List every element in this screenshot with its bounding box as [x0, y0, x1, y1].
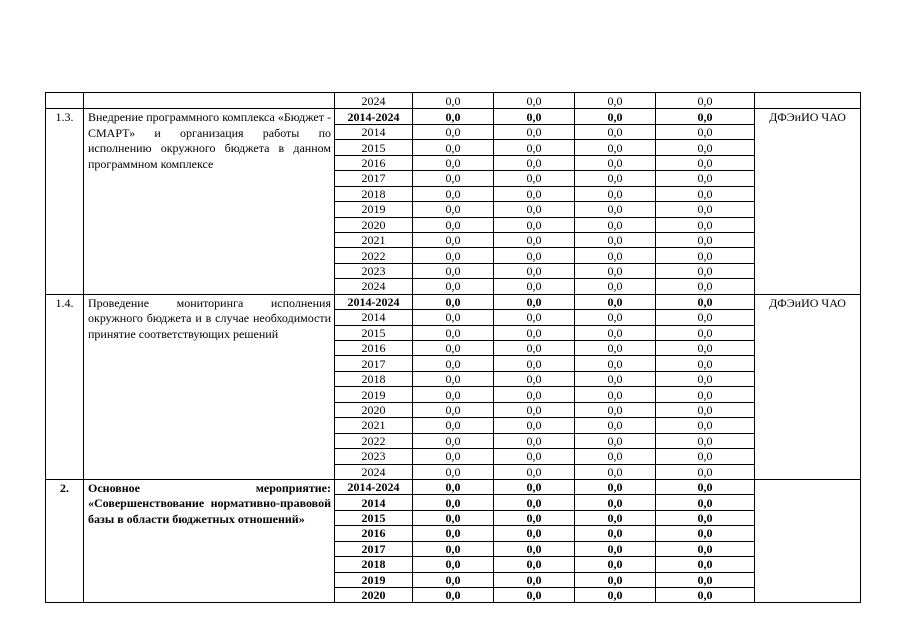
value-cell: 0,0 — [656, 294, 755, 309]
responsible-cell — [755, 93, 861, 109]
value-cell: 0,0 — [575, 263, 656, 278]
value-cell: 0,0 — [494, 140, 575, 155]
value-cell: 0,0 — [575, 402, 656, 417]
value-cell: 0,0 — [413, 418, 494, 433]
year-cell: 2017 — [335, 171, 413, 186]
value-cell: 0,0 — [575, 171, 656, 186]
value-cell: 0,0 — [413, 371, 494, 386]
value-cell: 0,0 — [575, 464, 656, 479]
value-cell: 0,0 — [656, 572, 755, 587]
value-cell: 0,0 — [413, 541, 494, 556]
year-cell: 2017 — [335, 541, 413, 556]
value-cell: 0,0 — [413, 232, 494, 247]
value-cell: 0,0 — [656, 418, 755, 433]
value-cell: 0,0 — [494, 310, 575, 325]
value-cell: 0,0 — [494, 495, 575, 510]
year-cell: 2018 — [335, 557, 413, 572]
value-cell: 0,0 — [575, 588, 656, 603]
year-cell: 2021 — [335, 232, 413, 247]
value-cell: 0,0 — [413, 588, 494, 603]
value-cell: 0,0 — [656, 124, 755, 139]
number-cell — [46, 93, 84, 109]
value-cell: 0,0 — [413, 217, 494, 232]
value-cell: 0,0 — [656, 526, 755, 541]
value-cell: 0,0 — [656, 356, 755, 371]
section-number: 1.4. — [46, 294, 84, 479]
value-cell: 0,0 — [575, 433, 656, 448]
year-cell: 2020 — [335, 217, 413, 232]
value-cell: 0,0 — [575, 526, 656, 541]
value-cell: 0,0 — [413, 572, 494, 587]
value-cell: 0,0 — [413, 495, 494, 510]
budget-table — [45, 92, 861, 603]
year-cell: 2016 — [335, 341, 413, 356]
value-cell: 0,0 — [494, 510, 575, 525]
value-cell: 0,0 — [413, 155, 494, 170]
value-cell: 0,0 — [656, 541, 755, 556]
value-cell: 0,0 — [656, 171, 755, 186]
year-cell: 2024 — [335, 93, 413, 109]
value-cell: 0,0 — [413, 356, 494, 371]
value-cell: 0,0 — [494, 356, 575, 371]
value-cell: 0,0 — [575, 109, 656, 124]
value-cell: 0,0 — [575, 325, 656, 340]
value-cell: 0,0 — [494, 557, 575, 572]
value-cell: 0,0 — [656, 186, 755, 201]
table-row — [46, 109, 861, 124]
year-cell: 2015 — [335, 325, 413, 340]
value-cell: 0,0 — [413, 479, 494, 494]
value-cell: 0,0 — [575, 248, 656, 263]
value-cell: 0,0 — [494, 171, 575, 186]
value-cell: 0,0 — [656, 263, 755, 278]
value-cell: 0,0 — [575, 418, 656, 433]
value-cell: 0,0 — [494, 526, 575, 541]
value-cell: 0,0 — [656, 495, 755, 510]
value-cell: 0,0 — [413, 202, 494, 217]
year-cell: 2018 — [335, 371, 413, 386]
value-cell: 0,0 — [413, 402, 494, 417]
value-cell: 0,0 — [656, 232, 755, 247]
year-cell: 2022 — [335, 433, 413, 448]
value-cell: 0,0 — [494, 402, 575, 417]
value-cell: 0,0 — [656, 217, 755, 232]
value-cell: 0,0 — [656, 155, 755, 170]
value-cell: 0,0 — [656, 464, 755, 479]
value-cell: 0,0 — [656, 279, 755, 294]
year-cell: 2019 — [335, 572, 413, 587]
section-description: Основное мероприятие: «Совершенствование нормативно-правовой базы в области бюджетных отношений» — [84, 479, 335, 603]
year-cell: 2024 — [335, 464, 413, 479]
responsible-executor: ДФЭиИО ЧАО — [755, 294, 861, 479]
year-cell: 2014 — [335, 124, 413, 139]
year-cell: 2023 — [335, 449, 413, 464]
year-cell: 2015 — [335, 510, 413, 525]
value-cell: 0,0 — [575, 387, 656, 402]
value-cell: 0,0 — [575, 479, 656, 494]
value-cell: 0,0 — [494, 387, 575, 402]
value-cell: 0,0 — [656, 202, 755, 217]
value-cell: 0,0 — [575, 495, 656, 510]
value-cell: 0,0 — [656, 341, 755, 356]
value-cell: 0,0 — [413, 109, 494, 124]
value-cell: 0,0 — [575, 310, 656, 325]
value-cell: 0,0 — [575, 541, 656, 556]
value-cell: 0,0 — [413, 387, 494, 402]
value-cell: 0,0 — [494, 232, 575, 247]
value-cell: 0,0 — [494, 479, 575, 494]
description-cell — [84, 93, 335, 109]
value-cell: 0,0 — [575, 510, 656, 525]
value-cell: 0,0 — [656, 433, 755, 448]
year-cell: 2023 — [335, 263, 413, 278]
value-cell: 0,0 — [575, 232, 656, 247]
value-cell: 0,0 — [575, 93, 656, 109]
year-cell: 2016 — [335, 526, 413, 541]
value-cell: 0,0 — [494, 263, 575, 278]
value-cell: 0,0 — [575, 449, 656, 464]
year-cell: 2019 — [335, 387, 413, 402]
value-cell: 0,0 — [494, 93, 575, 109]
table-row — [46, 93, 861, 109]
table-row — [46, 294, 861, 309]
year-cell: 2014 — [335, 495, 413, 510]
value-cell: 0,0 — [494, 294, 575, 309]
value-cell: 0,0 — [494, 325, 575, 340]
value-cell: 0,0 — [656, 387, 755, 402]
value-cell: 0,0 — [575, 341, 656, 356]
value-cell: 0,0 — [494, 109, 575, 124]
value-cell: 0,0 — [656, 93, 755, 109]
value-cell: 0,0 — [413, 526, 494, 541]
value-cell: 0,0 — [413, 325, 494, 340]
year-cell: 2021 — [335, 418, 413, 433]
year-cell: 2015 — [335, 140, 413, 155]
value-cell: 0,0 — [656, 310, 755, 325]
value-cell: 0,0 — [413, 263, 494, 278]
value-cell: 0,0 — [413, 341, 494, 356]
year-cell: 2014-2024 — [335, 109, 413, 124]
value-cell: 0,0 — [494, 572, 575, 587]
value-cell: 0,0 — [494, 433, 575, 448]
value-cell: 0,0 — [656, 248, 755, 263]
value-cell: 0,0 — [413, 557, 494, 572]
value-cell: 0,0 — [494, 588, 575, 603]
value-cell: 0,0 — [656, 140, 755, 155]
table-row — [46, 479, 861, 494]
value-cell: 0,0 — [656, 449, 755, 464]
year-cell: 2020 — [335, 588, 413, 603]
value-cell: 0,0 — [575, 279, 656, 294]
value-cell: 0,0 — [656, 510, 755, 525]
value-cell: 0,0 — [494, 124, 575, 139]
value-cell: 0,0 — [494, 279, 575, 294]
value-cell: 0,0 — [575, 186, 656, 201]
value-cell: 0,0 — [413, 510, 494, 525]
value-cell: 0,0 — [656, 588, 755, 603]
value-cell: 0,0 — [413, 248, 494, 263]
section-description: Внедрение программного комплекса «Бюджет - СМАРТ» и организация работы по исполнению окружного бюджета в данном программном комплексе — [84, 109, 335, 294]
year-cell: 2024 — [335, 279, 413, 294]
section-number: 2. — [46, 479, 84, 603]
value-cell: 0,0 — [575, 202, 656, 217]
value-cell: 0,0 — [413, 186, 494, 201]
value-cell: 0,0 — [575, 217, 656, 232]
value-cell: 0,0 — [494, 449, 575, 464]
year-cell: 2022 — [335, 248, 413, 263]
value-cell: 0,0 — [656, 557, 755, 572]
value-cell: 0,0 — [656, 371, 755, 386]
year-cell: 2016 — [335, 155, 413, 170]
year-cell: 2018 — [335, 186, 413, 201]
value-cell: 0,0 — [575, 557, 656, 572]
value-cell: 0,0 — [413, 464, 494, 479]
year-cell: 2019 — [335, 202, 413, 217]
value-cell: 0,0 — [575, 356, 656, 371]
value-cell: 0,0 — [413, 171, 494, 186]
value-cell: 0,0 — [494, 202, 575, 217]
responsible-executor: ДФЭиИО ЧАО — [755, 109, 861, 294]
value-cell: 0,0 — [413, 279, 494, 294]
year-cell: 2014-2024 — [335, 479, 413, 494]
value-cell: 0,0 — [656, 402, 755, 417]
value-cell: 0,0 — [413, 433, 494, 448]
value-cell: 0,0 — [494, 217, 575, 232]
value-cell: 0,0 — [494, 464, 575, 479]
year-cell: 2017 — [335, 356, 413, 371]
value-cell: 0,0 — [575, 140, 656, 155]
value-cell: 0,0 — [494, 541, 575, 556]
year-cell: 2020 — [335, 402, 413, 417]
table-body — [46, 93, 861, 603]
section-number: 1.3. — [46, 109, 84, 294]
value-cell: 0,0 — [494, 371, 575, 386]
value-cell: 0,0 — [494, 418, 575, 433]
value-cell: 0,0 — [494, 186, 575, 201]
value-cell: 0,0 — [494, 248, 575, 263]
value-cell: 0,0 — [656, 109, 755, 124]
value-cell: 0,0 — [575, 124, 656, 139]
value-cell: 0,0 — [413, 449, 494, 464]
value-cell: 0,0 — [413, 294, 494, 309]
value-cell: 0,0 — [575, 294, 656, 309]
value-cell: 0,0 — [413, 140, 494, 155]
value-cell: 0,0 — [494, 155, 575, 170]
value-cell: 0,0 — [656, 325, 755, 340]
year-cell: 2014-2024 — [335, 294, 413, 309]
value-cell: 0,0 — [413, 310, 494, 325]
value-cell: 0,0 — [656, 479, 755, 494]
value-cell: 0,0 — [575, 155, 656, 170]
value-cell: 0,0 — [413, 124, 494, 139]
value-cell: 0,0 — [575, 371, 656, 386]
value-cell: 0,0 — [494, 341, 575, 356]
year-cell: 2014 — [335, 310, 413, 325]
value-cell: 0,0 — [575, 572, 656, 587]
value-cell: 0,0 — [413, 93, 494, 109]
section-description: Проведение мониторинга исполнения окружного бюджета и в случае необходимости принятие соответствующих решений — [84, 294, 335, 479]
responsible-executor — [755, 479, 861, 603]
